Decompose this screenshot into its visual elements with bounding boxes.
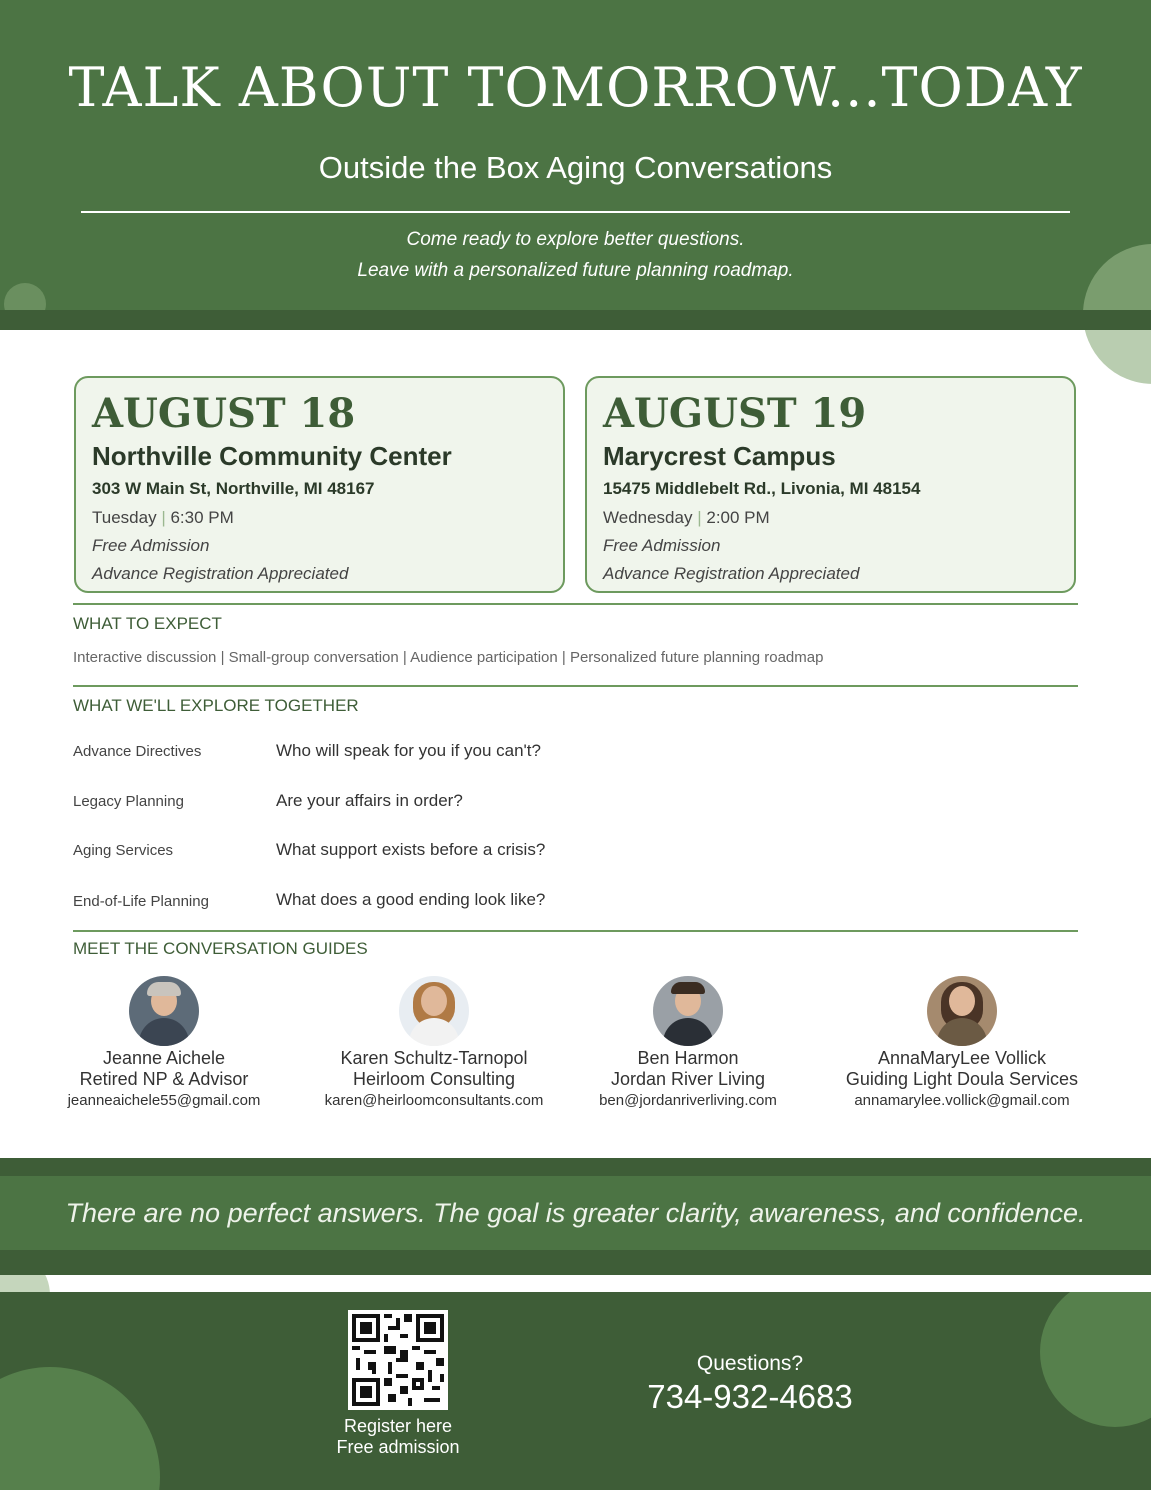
guides-section-title: MEET THE CONVERSATION GUIDES (73, 939, 368, 958)
tagline: Come ready to explore better questions. (406, 229, 745, 250)
guide-email: annamarylee.vollick@gmail.com (854, 1092, 1070, 1109)
quote-band-top (0, 1158, 1151, 1176)
closing-quote: There are no perfect answers. The goal is greater clarity, awareness, and confidence. (65, 1198, 1086, 1228)
avatar (129, 976, 199, 1046)
expect-section-title: WHAT TO EXPECT (73, 614, 222, 633)
phone-number[interactable]: 734-932-4683 (647, 1378, 853, 1415)
questions-label: Questions? (696, 1352, 804, 1375)
event-date: AUGUST 18 (92, 390, 356, 437)
section-divider (73, 930, 1078, 932)
separator: | (161, 508, 166, 527)
event-day: Wednesday (603, 508, 693, 527)
guide-role: Heirloom Consulting (352, 1069, 516, 1089)
footer (0, 1292, 1151, 1490)
avatar (399, 976, 469, 1046)
header-band (0, 310, 1151, 330)
event-address: 303 W Main St, Northville, MI 48167 (92, 479, 375, 498)
section-divider (73, 603, 1078, 605)
explore-question: Are your affairs in order? (276, 791, 463, 810)
explore-question: What support exists before a crisis? (276, 840, 546, 859)
event-card-august-19 (585, 376, 1076, 593)
guide-name: AnnaMaryLee Vollick (877, 1048, 1047, 1068)
page-title: TALK ABOUT TOMORROW...TODAY (68, 56, 1083, 119)
event-card-august-18 (74, 376, 565, 593)
guide-role: Guiding Light Doula Services (845, 1069, 1079, 1089)
avatar (653, 976, 723, 1046)
explore-topic: Advance Directives (73, 743, 202, 760)
guide-role: Jordan River Living (610, 1069, 766, 1089)
event-hour: 2:00 PM (706, 508, 770, 527)
tagline: Leave with a personalized future planning roadmap. (357, 260, 794, 281)
explore-topic: Legacy Planning (73, 793, 184, 810)
explore-topic: Aging Services (73, 842, 174, 859)
explore-section-title: WHAT WE'LL EXPLORE TOGETHER (73, 696, 359, 715)
guide-name: Karen Schultz-Tarnopol (340, 1048, 528, 1068)
guide-email: ben@jordanriverliving.com (599, 1092, 777, 1109)
event-date: AUGUST 19 (603, 390, 867, 437)
guide-name: Jeanne Aichele (102, 1048, 226, 1068)
guide-card (827, 976, 1097, 1112)
explore-question: Who will speak for you if you can't? (276, 741, 541, 760)
event-hour: 6:30 PM (170, 508, 234, 527)
guide-role: Retired NP & Advisor (79, 1069, 249, 1089)
guide-card (299, 976, 569, 1112)
guide-email: jeanneaichele55@gmail.com (67, 1092, 261, 1109)
event-admission: Free Admission (603, 536, 721, 555)
event-venue: Marycrest Campus (603, 441, 836, 471)
event-time (92, 508, 234, 528)
page-subtitle: Outside the Box Aging Conversations (318, 150, 833, 185)
guide-name: Ben Harmon (637, 1048, 739, 1068)
qr-caption: Register here (343, 1416, 453, 1436)
quote-band-bottom (0, 1250, 1151, 1275)
event-admission: Free Admission (92, 536, 210, 555)
event-day: Tuesday (92, 508, 157, 527)
qr-code[interactable] (348, 1310, 448, 1410)
expect-text: Interactive discussion | Small-group conversation | Audience participation | Personalized future planning roadmap (73, 649, 824, 666)
event-time (603, 508, 770, 528)
event-registration: Advance Registration Appreciated (92, 564, 349, 583)
explore-question: What does a good ending look like? (276, 890, 546, 909)
section-divider (73, 685, 1078, 687)
guide-email: karen@heirloomconsultants.com (324, 1092, 544, 1109)
divider (81, 211, 1070, 213)
event-address: 15475 Middlebelt Rd., Livonia, MI 48154 (603, 479, 921, 498)
qr-caption: Free admission (336, 1437, 460, 1457)
avatar (927, 976, 997, 1046)
guide-card (29, 976, 299, 1112)
explore-topic: End-of-Life Planning (73, 893, 209, 910)
decor-circle (4, 283, 46, 310)
event-venue: Northville Community Center (92, 441, 452, 471)
decor-circle (1040, 1292, 1151, 1427)
separator: | (697, 508, 702, 527)
decor-circle (0, 1367, 160, 1490)
guide-card (553, 976, 823, 1112)
event-registration: Advance Registration Appreciated (603, 564, 860, 583)
